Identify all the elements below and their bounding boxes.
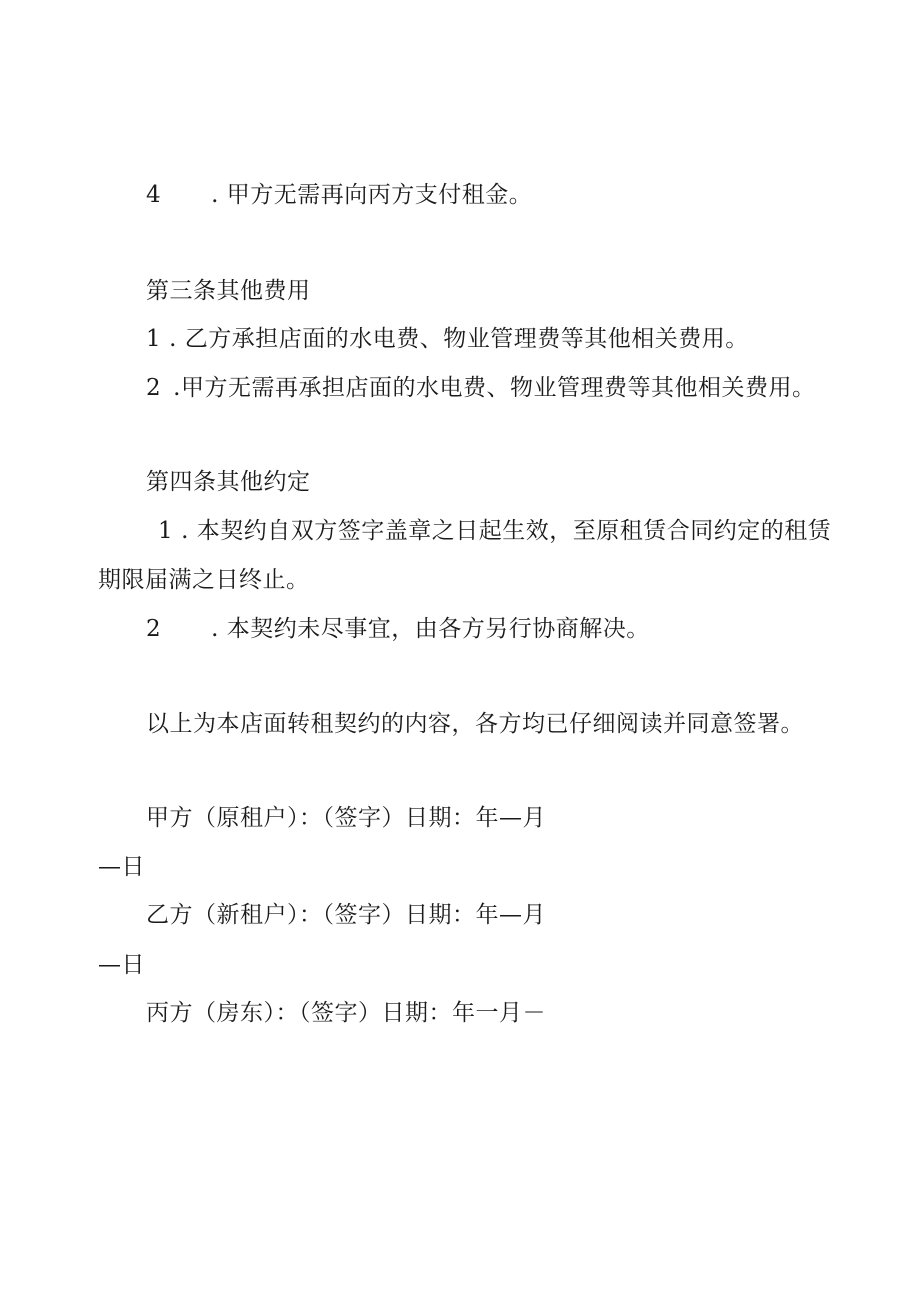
item-number: 4	[146, 182, 162, 208]
item-text: . 乙方承担店面的水电费、物业管理费等其他相关费用。	[169, 326, 749, 352]
signature-party-a-cont: —日	[98, 854, 145, 880]
article3-item2	[146, 373, 815, 403]
signature-party-c: 丙方（房东）：（签字）日期：年一月－	[146, 1000, 546, 1026]
article2-item4	[146, 180, 532, 210]
article4-item1-line2: 期限届满之日终止。	[98, 567, 310, 593]
item-text: . 甲方无需再向丙方支付租金。	[211, 182, 533, 208]
signature-party-b-cont: —日	[98, 952, 145, 978]
signature-party-b: 乙方（新租户）：（签字）日期：年—月	[146, 902, 546, 928]
article3-heading: 第三条其他费用	[146, 278, 311, 304]
signature-party-a: 甲方（原租户）：（签字）日期：年—月	[146, 805, 546, 831]
article4-heading: 第四条其他约定	[146, 469, 311, 495]
article3-item1	[146, 324, 749, 354]
item-text: . 本契约未尽事宜，由各方另行协商解决。	[211, 616, 650, 642]
article4-item2	[146, 614, 650, 644]
item-number: 2	[146, 616, 162, 642]
article4-item1-line1	[146, 516, 831, 546]
item-text: . 本契约自双方签字盖章之日起生效，至原租赁合同约定的租赁	[181, 518, 832, 544]
item-number: 1	[158, 518, 174, 544]
item-text: .甲方无需再承担店面的水电费、物业管理费等其他相关费用。	[173, 375, 816, 401]
item-number: 1	[146, 326, 162, 352]
closing-statement: 以上为本店面转租契约的内容，各方均已仔细阅读并同意签署。	[146, 711, 804, 737]
item-number: 2	[146, 375, 162, 401]
